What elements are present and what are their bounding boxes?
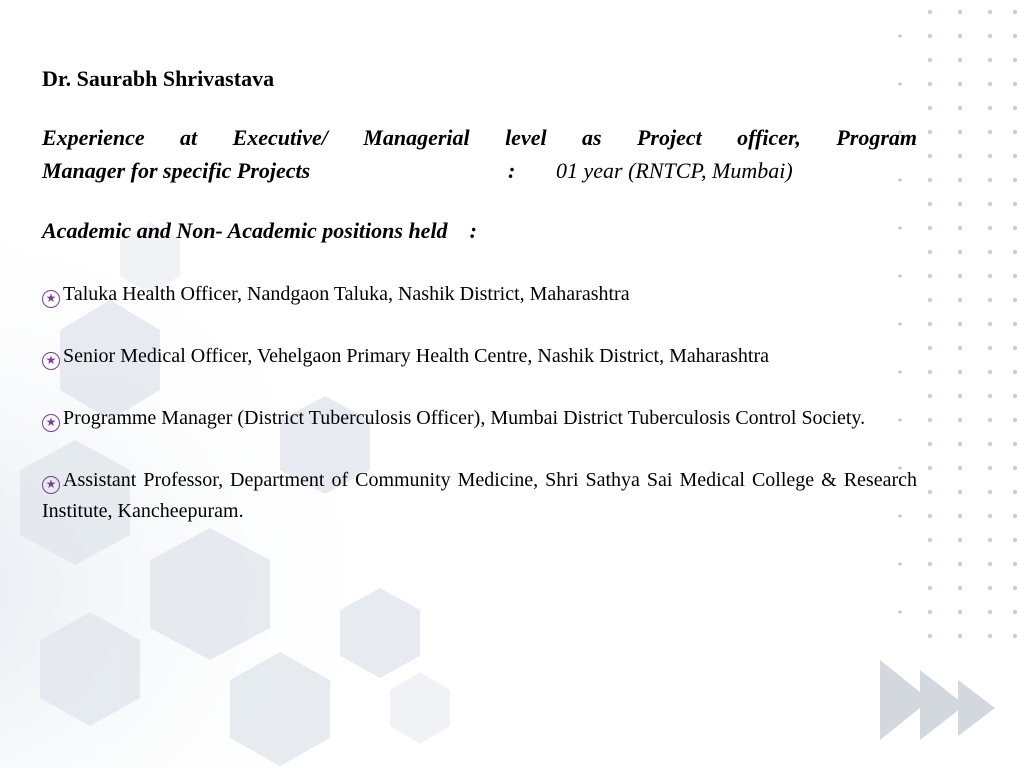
experience-detail (42, 154, 917, 187)
background-dot (988, 154, 992, 158)
background-dot (988, 346, 992, 350)
experience-block (42, 121, 917, 187)
list-item (42, 403, 917, 434)
background-dot (988, 418, 992, 422)
background-dot (928, 250, 932, 254)
background-dot (1013, 514, 1017, 518)
background-dot (1013, 10, 1017, 14)
background-dot (988, 82, 992, 86)
background-dot (958, 250, 962, 254)
background-dot (958, 298, 962, 302)
background-dot (988, 610, 992, 614)
star-bullet-icon: ★ (42, 414, 60, 432)
background-dot (958, 154, 962, 158)
background-dot (958, 10, 962, 14)
star-bullet-icon: ★ (42, 476, 60, 494)
background-dot (928, 370, 932, 374)
experience-line: Experience at Executive/ Managerial level as Project officer, Program (42, 125, 917, 150)
background-dot (988, 202, 992, 206)
background-dot (958, 106, 962, 110)
background-dot (958, 226, 962, 230)
background-dot (958, 34, 962, 38)
academic-heading-text: Academic and Non- Academic positions held (42, 218, 448, 243)
background-dot (988, 466, 992, 470)
background-dot (928, 538, 932, 542)
background-dot (1013, 178, 1017, 182)
background-dot (958, 466, 962, 470)
background-dot (988, 322, 992, 326)
background-dot (988, 442, 992, 446)
background-dot (1013, 202, 1017, 206)
background-dot (1013, 106, 1017, 110)
position-text: Programme Manager (District Tuberculosis Officer), Mumbai District Tuberculosis Control Society. (63, 407, 866, 429)
background-dot (898, 562, 902, 566)
background-dot (1013, 322, 1017, 326)
background-dot (988, 274, 992, 278)
background-dot (928, 466, 932, 470)
background-dot (958, 130, 962, 134)
background-dot (928, 202, 932, 206)
background-dot (928, 586, 932, 590)
background-dot (958, 586, 962, 590)
background-dot (958, 442, 962, 446)
background-dot (928, 442, 932, 446)
background-dot (958, 58, 962, 62)
background-dot (988, 562, 992, 566)
background-dot (928, 610, 932, 614)
star-bullet-icon: ★ (42, 290, 60, 308)
position-text: Taluka Health Officer, Nandgaon Taluka, Nashik District, Maharashtra (63, 283, 630, 305)
background-dot (988, 586, 992, 590)
background-dot (1013, 562, 1017, 566)
background-dot (928, 34, 932, 38)
background-dot (1013, 442, 1017, 446)
background-dot (958, 514, 962, 518)
star-bullet-icon: ★ (42, 352, 60, 370)
list-item (42, 279, 917, 310)
background-dot (1013, 370, 1017, 374)
background-dot (988, 394, 992, 398)
background-dot (988, 226, 992, 230)
background-dot (958, 322, 962, 326)
background-dot (1013, 154, 1017, 158)
background-dot (988, 178, 992, 182)
background-dot (988, 106, 992, 110)
academic-separator: : (469, 218, 477, 243)
background-dot (1013, 610, 1017, 614)
background-dot (1013, 82, 1017, 86)
background-dot (1013, 34, 1017, 38)
list-item (42, 341, 917, 372)
background-dot (928, 514, 932, 518)
person-name: Dr. Saurabh Shrivastava (42, 66, 275, 91)
background-dot (898, 610, 902, 614)
background-dot (928, 274, 932, 278)
background-dot (988, 298, 992, 302)
background-dot (958, 418, 962, 422)
background-dot (928, 634, 932, 638)
background-dot (958, 82, 962, 86)
background-dot (1013, 586, 1017, 590)
background-dot (988, 490, 992, 494)
background-dot (898, 34, 902, 38)
background-dot (928, 346, 932, 350)
background-dot (928, 226, 932, 230)
background-dot (928, 58, 932, 62)
background-dot (1013, 130, 1017, 134)
background-dot (958, 634, 962, 638)
background-dot (1013, 394, 1017, 398)
background-dot (1013, 538, 1017, 542)
background-dot (1013, 274, 1017, 278)
position-text: Assistant Professor, Department of Community Medicine, Shri Sathya Sai Medical College & Research Institute, Kancheepuram. (42, 469, 917, 522)
background-dot (928, 154, 932, 158)
experience-value: 01 year (RNTCP, Mumbai) (556, 158, 793, 183)
slide-content (42, 64, 917, 558)
background-dot (928, 10, 932, 14)
background-dot (1013, 490, 1017, 494)
background-dot (988, 34, 992, 38)
background-dot (928, 394, 932, 398)
background-dot (1013, 58, 1017, 62)
background-dot (988, 514, 992, 518)
background-dot (988, 58, 992, 62)
background-dot (928, 106, 932, 110)
background-dot (988, 538, 992, 542)
background-dot (928, 298, 932, 302)
background-dot (988, 10, 992, 14)
background-dot (958, 490, 962, 494)
list-item (42, 465, 917, 527)
positions-list (42, 279, 917, 527)
background-dot (958, 202, 962, 206)
background-dot (988, 370, 992, 374)
background-dot (928, 82, 932, 86)
background-dot (928, 490, 932, 494)
background-dot (958, 178, 962, 182)
background-dot (958, 370, 962, 374)
background-dot (958, 394, 962, 398)
background-dot (958, 562, 962, 566)
background-dot (928, 178, 932, 182)
background-dot (928, 562, 932, 566)
academic-heading (42, 216, 917, 246)
background-dot (958, 346, 962, 350)
background-dot (928, 322, 932, 326)
background-dot (928, 418, 932, 422)
background-dot (1013, 634, 1017, 638)
background-dot (1013, 346, 1017, 350)
background-dot (958, 610, 962, 614)
background-dot (958, 538, 962, 542)
background-dot (988, 634, 992, 638)
experience-label: Manager for specific Projects (42, 158, 311, 183)
background-dot (1013, 298, 1017, 302)
background-dot (1013, 250, 1017, 254)
background-dot (988, 130, 992, 134)
background-dot (988, 250, 992, 254)
background-dot (1013, 226, 1017, 230)
background-dot (928, 130, 932, 134)
position-text: Senior Medical Officer, Vehelgaon Primary Health Centre, Nashik District, Maharashtra (63, 345, 770, 367)
background-dot (1013, 466, 1017, 470)
background-dot (958, 274, 962, 278)
background-dot (1013, 418, 1017, 422)
experience-separator: : (508, 158, 516, 183)
